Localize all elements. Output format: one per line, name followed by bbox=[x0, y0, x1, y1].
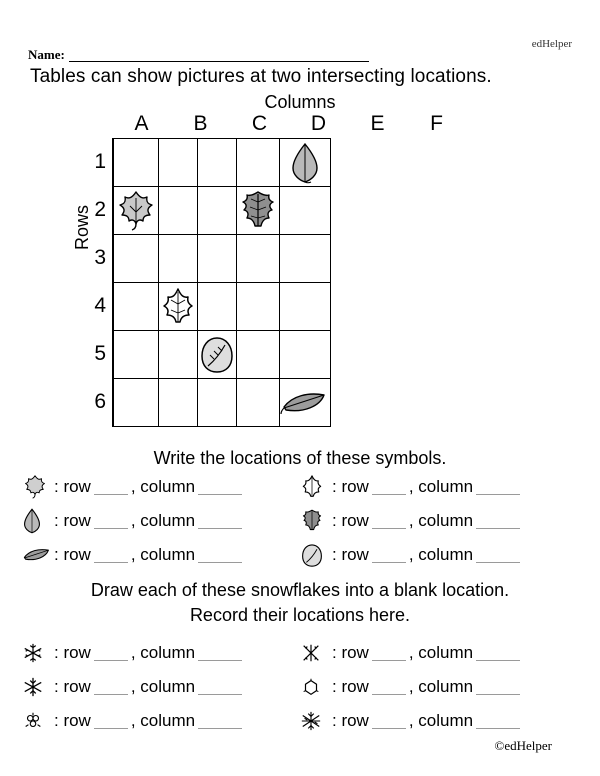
cell-e5[interactable] bbox=[237, 331, 280, 379]
cell-c3[interactable] bbox=[159, 235, 198, 283]
write-locations-heading: Write the locations of these symbols. bbox=[153, 448, 447, 468]
snow-item-hexagon bbox=[300, 673, 578, 701]
column-label: , column bbox=[408, 711, 474, 730]
write-item-maple bbox=[22, 473, 300, 501]
round-leaf-badge-icon bbox=[198, 335, 236, 375]
round-leaf-badge-icon bbox=[300, 541, 332, 569]
column-label: , column bbox=[408, 677, 474, 696]
snow-item-spiky bbox=[300, 707, 578, 735]
column-header-a: A bbox=[134, 112, 149, 135]
snowflake-spiky-icon bbox=[300, 707, 332, 735]
snowflake-locations-list bbox=[22, 636, 578, 738]
oak-leaf-icon bbox=[237, 190, 279, 232]
maple-leaf-icon bbox=[114, 190, 158, 232]
column-answer-blank[interactable] bbox=[198, 513, 242, 529]
cell-f3[interactable] bbox=[280, 235, 331, 283]
name-label: Name: bbox=[28, 47, 65, 62]
row-header-6: 6 bbox=[94, 390, 106, 413]
columns-axis-label: Columns bbox=[264, 92, 336, 112]
snow-item-star bbox=[22, 673, 300, 701]
column-label: , column bbox=[408, 545, 474, 564]
snowflake-heading-line1: Draw each of these snowflakes into a blank location. bbox=[90, 580, 510, 600]
cell-b4[interactable] bbox=[114, 283, 159, 331]
cell-c6[interactable] bbox=[159, 379, 198, 427]
cell-d6[interactable] bbox=[198, 379, 237, 427]
row-label: : row bbox=[332, 711, 369, 730]
row-label: : row bbox=[332, 511, 369, 530]
long-leaf-icon bbox=[22, 541, 54, 569]
long-leaf-icon bbox=[280, 390, 330, 416]
column-answer-blank[interactable] bbox=[476, 679, 520, 695]
list-item bbox=[22, 538, 578, 572]
column-answer-blank[interactable] bbox=[198, 547, 242, 563]
cell-c1[interactable] bbox=[159, 139, 198, 187]
table-row bbox=[113, 139, 331, 187]
row-label: : row bbox=[54, 545, 91, 564]
column-answer-blank[interactable] bbox=[198, 479, 242, 495]
row-answer-blank[interactable] bbox=[372, 645, 406, 661]
table-row bbox=[113, 187, 331, 235]
row-answer-blank[interactable] bbox=[94, 645, 128, 661]
snow-item-asterisk bbox=[22, 639, 300, 667]
rows-axis-label: Rows bbox=[72, 204, 92, 250]
cell-c5[interactable] bbox=[159, 331, 198, 379]
row-label: : row bbox=[54, 643, 91, 662]
column-header-c: C bbox=[251, 112, 268, 135]
row-answer-blank[interactable] bbox=[94, 479, 128, 495]
grid-table bbox=[112, 138, 331, 427]
row-answer-blank[interactable] bbox=[94, 547, 128, 563]
list-item bbox=[22, 636, 578, 670]
write-item-long-leaf bbox=[22, 541, 300, 569]
write-item-kite bbox=[22, 507, 300, 535]
row-label: : row bbox=[332, 545, 369, 564]
row-answer-blank[interactable] bbox=[94, 513, 128, 529]
cell-d2[interactable] bbox=[198, 187, 237, 235]
table-row bbox=[113, 235, 331, 283]
cell-e3[interactable] bbox=[237, 235, 280, 283]
table-row bbox=[113, 283, 331, 331]
cell-c4[interactable] bbox=[159, 283, 198, 331]
name-input-line[interactable] bbox=[69, 48, 369, 62]
kite-leaf-icon bbox=[280, 142, 330, 184]
cell-d5[interactable] bbox=[198, 331, 237, 379]
row-label: : row bbox=[332, 643, 369, 662]
table-row bbox=[113, 379, 331, 427]
cell-f6[interactable] bbox=[280, 379, 331, 427]
snowflake-hexagon-icon bbox=[300, 673, 332, 701]
cell-d3[interactable] bbox=[198, 235, 237, 283]
column-header-b: B bbox=[193, 112, 208, 135]
row-answer-blank[interactable] bbox=[372, 479, 406, 495]
column-answer-blank[interactable] bbox=[476, 479, 520, 495]
row-answer-blank[interactable] bbox=[94, 713, 128, 729]
snowflake-cluster-icon bbox=[22, 707, 54, 735]
column-label: , column bbox=[130, 545, 196, 564]
column-answer-blank[interactable] bbox=[476, 645, 520, 661]
column-header-row bbox=[112, 112, 466, 136]
row-header-5: 5 bbox=[94, 342, 106, 365]
cell-b5[interactable] bbox=[114, 331, 159, 379]
write-locations-list bbox=[22, 470, 578, 572]
snowflake-crossed-icon bbox=[300, 639, 332, 667]
row-label: : row bbox=[54, 511, 91, 530]
brand-top-label: edHelper bbox=[531, 38, 572, 50]
snow-item-cluster bbox=[22, 707, 300, 735]
row-header-1: 1 bbox=[94, 150, 106, 173]
cell-b6[interactable] bbox=[114, 379, 159, 427]
write-item-oak bbox=[300, 507, 578, 535]
column-answer-blank[interactable] bbox=[198, 713, 242, 729]
row-answer-blank[interactable] bbox=[372, 513, 406, 529]
cell-f5[interactable] bbox=[280, 331, 331, 379]
column-label: , column bbox=[130, 511, 196, 530]
column-answer-blank[interactable] bbox=[476, 513, 520, 529]
column-header-d: D bbox=[310, 112, 327, 135]
cell-f4[interactable] bbox=[280, 283, 331, 331]
cell-f1[interactable] bbox=[280, 139, 331, 187]
column-label: , column bbox=[130, 677, 196, 696]
snowflake-star-icon bbox=[22, 673, 54, 701]
snow-item-crossed bbox=[300, 639, 578, 667]
cell-c2[interactable] bbox=[159, 187, 198, 235]
cell-b1[interactable] bbox=[114, 139, 159, 187]
write-item-ivy bbox=[300, 473, 578, 501]
cell-f2[interactable] bbox=[280, 187, 331, 235]
row-answer-blank[interactable] bbox=[372, 547, 406, 563]
column-label: , column bbox=[408, 643, 474, 662]
list-item bbox=[22, 504, 578, 538]
cell-d1[interactable] bbox=[198, 139, 237, 187]
cell-e2[interactable] bbox=[237, 187, 280, 235]
snowflake-heading bbox=[0, 578, 600, 628]
brand-bottom-label: ©edHelper bbox=[494, 738, 552, 753]
oak-leaf-icon bbox=[300, 507, 332, 535]
column-label: , column bbox=[408, 511, 474, 530]
cell-e6[interactable] bbox=[237, 379, 280, 427]
intro-text: Tables can show pictures at two intersecting locations. bbox=[30, 66, 492, 87]
row-label: : row bbox=[54, 477, 91, 496]
column-answer-blank[interactable] bbox=[476, 713, 520, 729]
row-answer-blank[interactable] bbox=[94, 679, 128, 695]
row-header-column bbox=[90, 138, 106, 426]
table-row bbox=[113, 331, 331, 379]
row-answer-blank[interactable] bbox=[372, 679, 406, 695]
row-header-3: 3 bbox=[94, 246, 106, 269]
column-answer-blank[interactable] bbox=[198, 679, 242, 695]
write-item-round-badge bbox=[300, 541, 578, 569]
row-answer-blank[interactable] bbox=[372, 713, 406, 729]
column-label: , column bbox=[408, 477, 474, 496]
kite-leaf-icon bbox=[22, 507, 54, 535]
column-label: , column bbox=[130, 477, 196, 496]
cell-e4[interactable] bbox=[237, 283, 280, 331]
column-answer-blank[interactable] bbox=[198, 645, 242, 661]
row-header-2: 2 bbox=[94, 198, 106, 221]
list-item bbox=[22, 704, 578, 738]
column-header-f: F bbox=[430, 112, 443, 135]
snowflake-heading-line2: Record their locations here. bbox=[189, 605, 411, 625]
row-label: : row bbox=[332, 477, 369, 496]
ivy-leaf-icon bbox=[159, 286, 197, 328]
list-item bbox=[22, 670, 578, 704]
cell-b2[interactable] bbox=[114, 187, 159, 235]
list-item bbox=[22, 470, 578, 504]
maple-leaf-icon bbox=[22, 473, 54, 501]
ivy-leaf-icon bbox=[300, 473, 332, 501]
row-label: : row bbox=[54, 677, 91, 696]
column-label: , column bbox=[130, 643, 196, 662]
cell-d4[interactable] bbox=[198, 283, 237, 331]
cell-e1[interactable] bbox=[237, 139, 280, 187]
row-header-4: 4 bbox=[94, 294, 106, 317]
cell-b3[interactable] bbox=[114, 235, 159, 283]
name-row bbox=[28, 48, 369, 62]
column-label: , column bbox=[130, 711, 196, 730]
snowflake-asterisk-icon bbox=[22, 639, 54, 667]
row-label: : row bbox=[332, 677, 369, 696]
column-header-e: E bbox=[370, 112, 385, 135]
column-answer-blank[interactable] bbox=[476, 547, 520, 563]
row-label: : row bbox=[54, 711, 91, 730]
